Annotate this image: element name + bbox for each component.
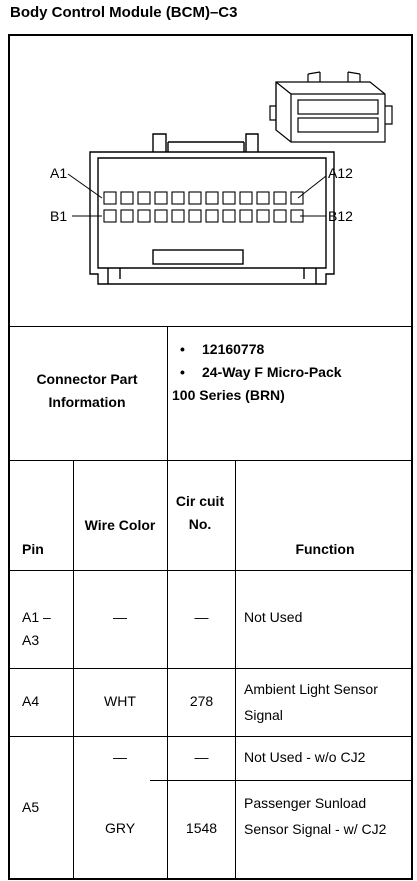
- divider: [8, 668, 413, 669]
- a12-leader: [298, 176, 326, 198]
- pin-cavity: [206, 192, 218, 204]
- pin-cavity: [121, 210, 133, 222]
- function-cell: Not Used - w/o CJ2: [244, 749, 366, 765]
- pin-cavity: [291, 192, 303, 204]
- pin-cavity: [257, 192, 269, 204]
- pin-cavity: [172, 210, 184, 222]
- connector-face: [90, 134, 334, 284]
- function-cell: Ambient Light Sensor Signal: [244, 681, 378, 723]
- header-wire-color: Wire Color: [84, 517, 156, 533]
- divider: [8, 570, 413, 571]
- wire-color-cell: —: [113, 749, 127, 765]
- column-divider: [235, 460, 236, 880]
- pin-cavity: [104, 210, 116, 222]
- pin-cavity: [274, 192, 286, 204]
- list-item: • 12160778: [172, 338, 407, 361]
- wire-color-cell: WHT: [104, 693, 136, 709]
- connector-3d-icon: [270, 72, 392, 142]
- pin-label-a1: A1: [50, 165, 68, 181]
- a1-leader: [68, 174, 102, 198]
- header-function: Function: [295, 541, 355, 557]
- divider: [8, 460, 413, 461]
- wire-color-cell: GRY: [104, 820, 136, 836]
- header-pin: Pin: [22, 541, 44, 557]
- divider: [8, 736, 413, 737]
- page-title: Body Control Module (BCM)–C3: [10, 4, 238, 21]
- pin-cavities: [104, 192, 303, 222]
- column-divider: [167, 326, 168, 880]
- list-item: • 24-Way F Micro-Pack: [172, 361, 407, 384]
- circuit-cell: 278: [189, 693, 214, 709]
- function-cell: Passenger Sunload Sensor Signal - w/ CJ2: [244, 795, 387, 837]
- pin-cell: A5: [22, 799, 40, 815]
- connector-diagram: [8, 34, 413, 326]
- pin-cavity: [257, 210, 269, 222]
- pin-cavity: [138, 210, 150, 222]
- connector-info-label: Connector Part Information: [36, 371, 138, 410]
- pin-cavity: [274, 210, 286, 222]
- column-divider: [73, 460, 74, 880]
- pin-cavity: [240, 210, 252, 222]
- divider: [8, 326, 413, 327]
- pin-cavity: [189, 210, 201, 222]
- pin-cavity: [223, 210, 235, 222]
- pin-cavity: [223, 192, 235, 204]
- circuit-cell: 1548: [185, 820, 218, 836]
- wire-color-cell: —: [113, 609, 127, 625]
- pin-cavity: [206, 210, 218, 222]
- pin-cavity: [172, 192, 184, 204]
- pin-label-b1: B1: [50, 208, 68, 224]
- pin-cavity: [155, 192, 167, 204]
- pin-label-a12: A12: [328, 165, 353, 181]
- pin-cavity: [138, 192, 150, 204]
- pin-cavity: [104, 192, 116, 204]
- circuit-cell: —: [194, 749, 209, 765]
- divider: [150, 780, 413, 781]
- function-cell: Not Used: [244, 609, 303, 625]
- pin-cell: A4: [22, 693, 40, 709]
- connector-info-list: [172, 338, 407, 407]
- circuit-cell: —: [194, 609, 209, 625]
- pin-cell: A1 –A3: [22, 609, 51, 648]
- header-circuit-no: Cir cuit No.: [175, 493, 225, 532]
- pin-cavity: [189, 192, 201, 204]
- pin-cavity: [240, 192, 252, 204]
- list-item: 100 Series (BRN): [172, 387, 285, 403]
- pin-cavity: [121, 192, 133, 204]
- pin-label-b12: B12: [328, 208, 353, 224]
- pin-cavity: [155, 210, 167, 222]
